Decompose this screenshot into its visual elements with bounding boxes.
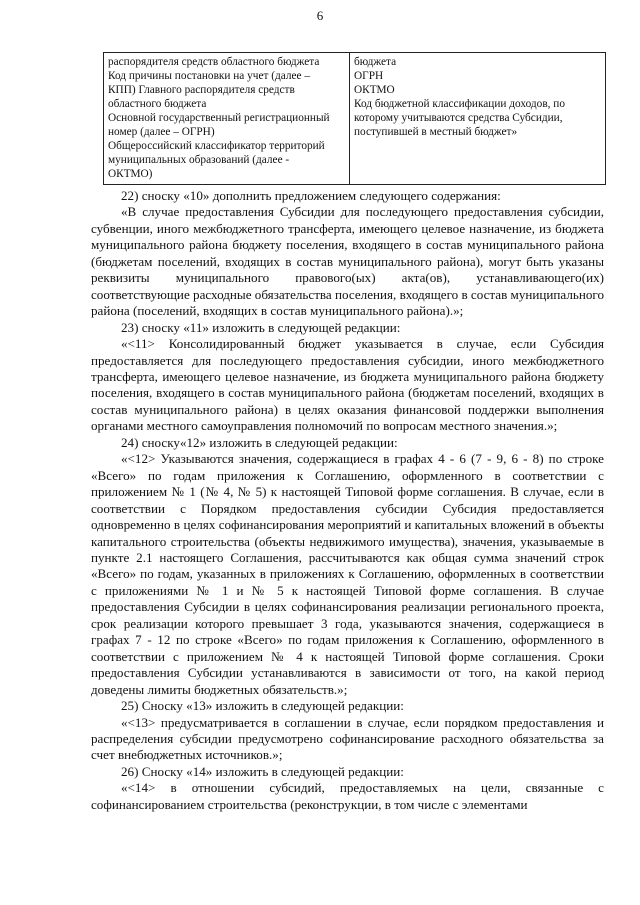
footnote-11-text: «<11> Консолидированный бюджет указывается в случае, если Субсидия предоставляется для последующего предоставления субсидии, иного межбюджетного трансферта, имеющего целевое назначение, из бюджета муниципального района бюджету поселения, входящего в состав муниципального района (бюджетам поселений, входящих в состав муниципального района) в целях оказания финансовой поддержки выполнения органами местного самоуправления полномочий по вопросам местного значения.»; [91,336,604,434]
footnote-14-text: «<14> в отношении субсидий, предоставляемых на цели, связанные с софинансированием строительства (реконструкции, в том числе с элементами [91,780,604,812]
table-row [104,53,606,185]
cell-line: муниципальных образований (далее - [108,154,290,166]
item-24-heading: 24) сноску«12» изложить в следующей редакции: [121,434,398,450]
requisites-table [103,52,606,185]
item-25-heading: 25) Сноску «13» изложить в следующей редакции: [121,698,404,714]
cell-line: бюджета [354,56,397,68]
cell-line: областного бюджета [108,98,207,110]
table-cell-left [104,53,350,185]
page-number: 6 [316,8,324,23]
cell-line: поступившей в местный бюджет» [354,126,518,138]
item-22-heading: 22) сноску «10» дополнить предложением следующего содержания: [121,188,501,203]
cell-line: Код причины постановки на учет (далее – [108,70,311,82]
cell-line: номер (далее – ОГРН) [108,126,215,138]
footnote-13-text: «<13> предусматривается в соглашении в случае, если порядком предоставления и распределения субсидии предусмотрено софинансирование расходного обязательства за счет внебюджетных источников.»; [91,714,604,763]
cell-line: распорядителя средств областного бюджета [108,56,320,68]
cell-line: КПП) Главного распорядителя средств [108,84,295,96]
cell-line: которому учитываются средства Субсидии, [354,112,563,124]
item-23-heading: 23) сноску «11» изложить в следующей редакции: [121,319,401,335]
cell-line: Код бюджетной классификации доходов, по [354,98,565,110]
table-cell-right [350,53,606,185]
item-26-heading: 26) Сноску «14» изложить в следующей редакции: [121,763,404,779]
document-body [91,188,604,813]
cell-line: ОКТМО [354,84,395,96]
cell-line: ОКТМО) [108,168,153,180]
footnote-12-text: «<12> Указываются значения, содержащиеся в графах 4 - 6 (7 - 9, 6 - 8) по строке «Всего» по годам приложения к Соглашению, оформленного в соответствии с приложением № 1 (№ 4, № 5) к настоящей Типовой форме соглашения. В случае, если в соответствии с Порядком предоставления субсидии Субсидия предоставляется одновременно в целях софинансирования мероприятий и капитальных вложений в объекты капитального строительства (объекты недвижимого имущества), значения, указываемые в пункте 2.1 настоящего Соглашения, рассчитываются как общая сумма значений строк «Всего» по годам, указанных в приложениях к Соглашению, оформленных в соответствии с приложениями № 1 и № 5 к настоящей Типовой форме соглашения. В случае предоставления Субсидии в целях софинансирования реализации регионального проекта, срок реализации которого превышает 3 года, указываются значения, содержащиеся в графах 7 - 12 по строке «Всего» по годам приложения к Соглашению, оформленного в соответствии с приложением № 4 к настоящей Типовой форме соглашения. Сроки предоставления Субсидии устанавливаются в зависимости от того, на какой период доведены лимиты бюджетных обязательств.»; [91,451,604,697]
cell-line: ОГРН [354,70,384,82]
cell-line: Общероссийский классификатор территорий [108,140,325,152]
footnote-10-text: «В случае предоставления Субсидии для последующего предоставления субсидии, субвенции, иного межбюджетного трансферта, имеющего целевое назначение, из бюджета муниципального района бюджету поселения, входящего в состав муниципального района (бюджетам поселений, входящих в состав муниципального района), могут быть указаны реквизиты муниципального правового(ых) акта(ов), устанавливающего(их) соответствующие расходные обязательства поселения, входящего в состав муниципального района (поселений, входящих в состав муниципального района).»; [91,204,604,319]
cell-line: Основной государственный регистрационный [108,112,330,124]
